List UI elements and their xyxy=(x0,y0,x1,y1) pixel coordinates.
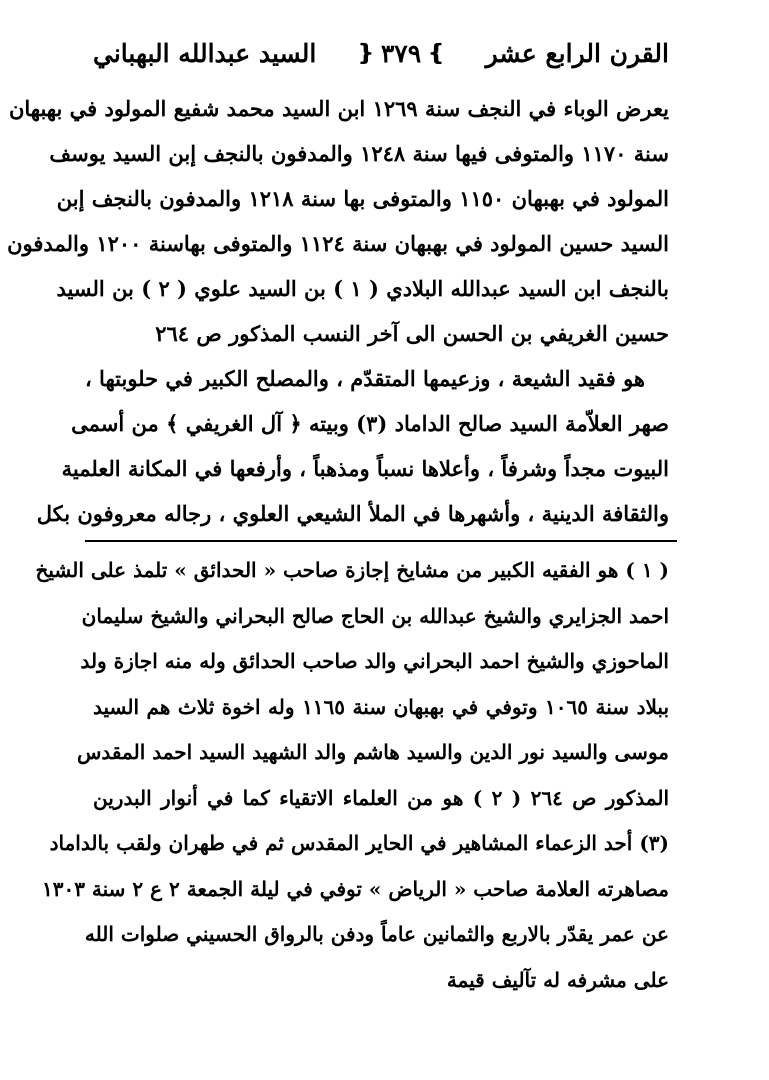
footnote-line: ببلاد سنة ١٠٦٥ وتوفي في بهبهان سنة ١١٦٥ وله اخوة ثلاث هم السيد xyxy=(93,694,670,719)
page-number: ٣٧٩ xyxy=(380,38,422,68)
footnote-line: على مشرفه له تآليف قيمة xyxy=(446,967,669,992)
footnote-line: المذكور ص ٢٦٤ ( ٢ ) هو من العلماء الاتقياء كما في أنوار البدرين xyxy=(93,785,669,810)
footnotes xyxy=(35,548,670,1003)
text-line: بالنجف ابن السيد عبدالله البلادي ( ١ ) بن السيد علوي ( ٢ ) بن السيد xyxy=(56,276,669,301)
page-subject: السيد عبدالله البهباني xyxy=(93,38,317,68)
page-header xyxy=(93,28,669,78)
footnote-line: ( ١ ) هو الفقيه الكبير من مشايخ إجازة صاحب « الحدائق » تلمذ على الشيخ xyxy=(35,558,669,582)
footnote-line: الماحوزي والشيخ احمد البحراني والد صاحب الحدائق وله منه اجازة ولد xyxy=(80,649,669,673)
footnote-divider xyxy=(85,540,677,542)
footnote-line: احمد الجزايري والشيخ عبدالله بن الحاج صالح البحراني والشيخ سليمان xyxy=(81,603,669,628)
text-line: صهر العلاّمة السيد صالح الداماد (٣) وبيته ﴿ آل الغريفي ﴾ من أسمى xyxy=(71,411,669,436)
text-line: والثقافة الدينية ، وأشهرها في الملأ الشيعي العلوي ، رجاله معروفون بكل xyxy=(36,501,669,526)
footnote-line: مصاهرته العلامة صاحب « الرياض » توفي في ليلة الجمعة ٢ ع ٢ سنة ١٣٠٣ xyxy=(41,876,669,901)
footnote-line: (٣) أحد الزعماء المشاهير في الحاير المقدس ثم في طهران ولقب بالداماد xyxy=(49,831,669,855)
text-line: السيد حسين المولود في بهبهان سنة ١١٢٤ والمتوفى بهاسنة ١٢٠٠ والمدفون xyxy=(7,231,669,256)
text-line: المولود في بهبهان ١١٥٠ والمتوفى بها سنة ١٢١٨ والمدفون بالنجف إبن xyxy=(56,186,669,211)
text-line: يعرض الوباء في النجف سنة ١٢٦٩ ابن السيد محمد شفيع المولود في بهبهان xyxy=(8,96,669,121)
ornament-left-icon: ❴ xyxy=(356,40,375,66)
ornament-right-icon: ❵ xyxy=(427,40,446,66)
text-line: هو فقيد الشيعة ، وزعيمها المتقدّم ، والمصلح الكبير في حلوبتها ، xyxy=(84,366,645,391)
main-text xyxy=(7,86,669,536)
footnote-line: عن عمر يقدّر بالاربع والثمانين عاماً ودفن بالرواق الحسيني صلوات الله xyxy=(84,922,669,946)
text-line: سنة ١١٧٠ والمتوفى فيها سنة ١٢٤٨ والمدفون بالنجف إبن السيد يوسف xyxy=(49,141,669,166)
text-line: حسين الغريفي بن الحسن الى آخر النسب المذكور ص ٢٦٤ xyxy=(155,321,669,346)
book-title: القرن الرابع عشر xyxy=(485,38,669,68)
footnote-line: موسى والسيد نور الدين والسيد هاشم والد الشهيد السيد احمد المقدس xyxy=(77,740,669,764)
page-number-group xyxy=(356,39,445,68)
text-line: البيوت مجداً وشرفاً ، وأعلاها نسباً ومذهباً ، وأرفعها في المكانة العلمية xyxy=(61,456,669,481)
